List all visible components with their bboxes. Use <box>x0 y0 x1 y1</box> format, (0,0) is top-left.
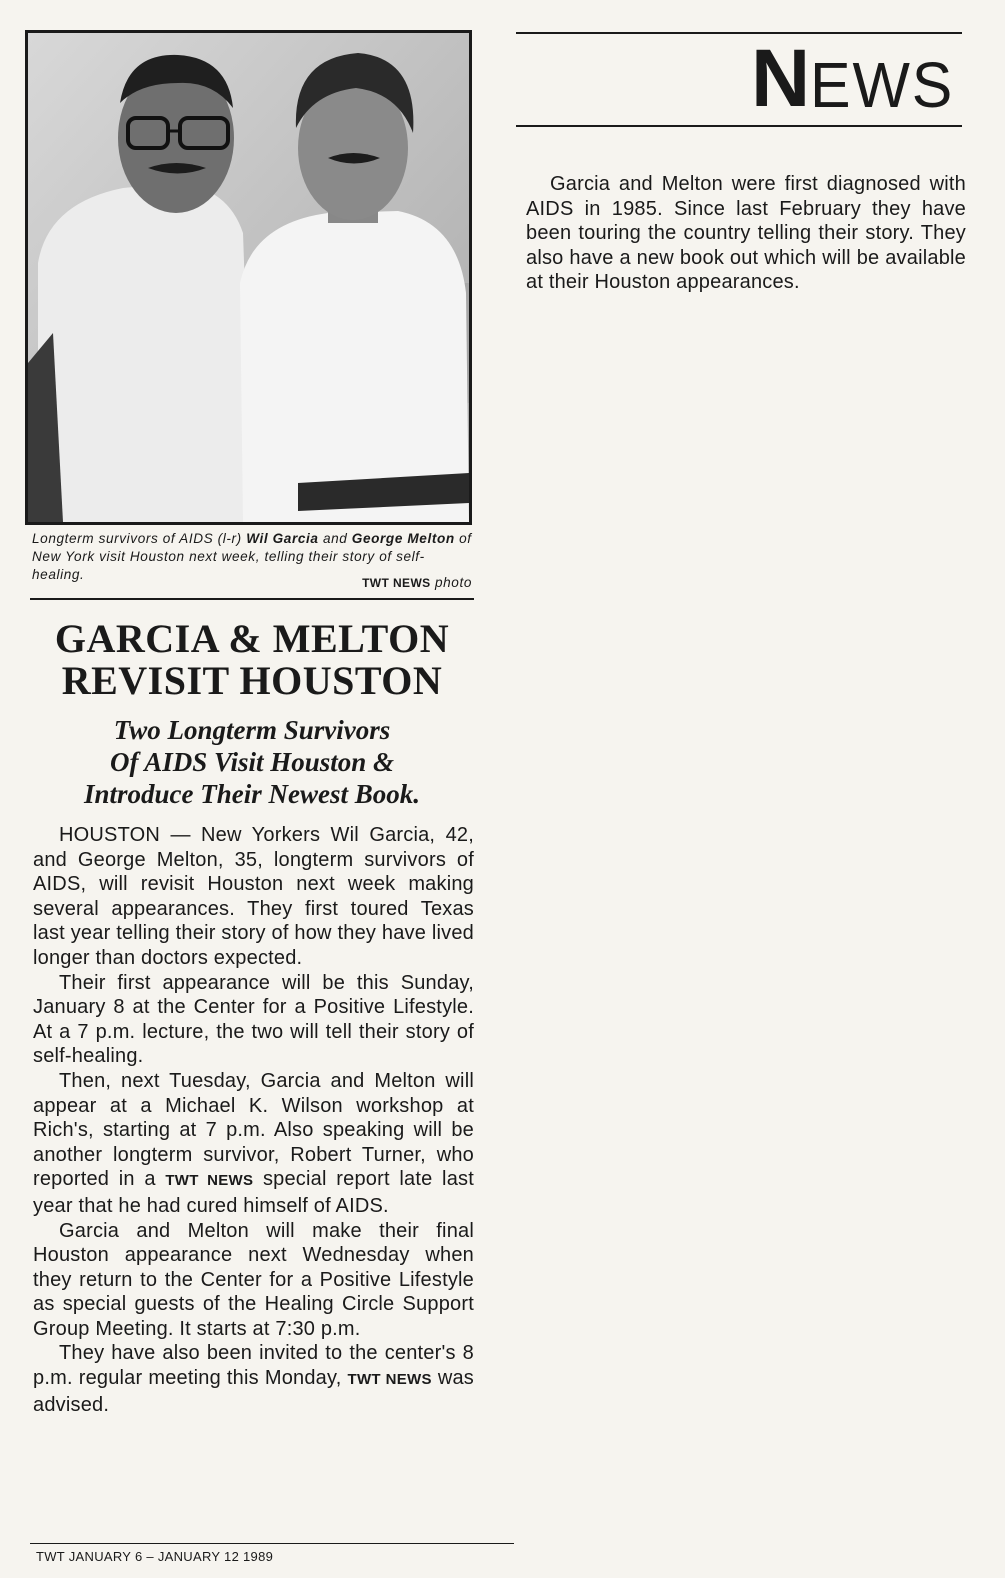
photo-credit-tag: TWT NEWS <box>362 576 431 590</box>
section-title <box>751 33 962 124</box>
paragraph-5-post: was advised. <box>33 1367 474 1416</box>
caption-text-pre: Longterm survivors of AIDS (l-r) <box>32 531 247 546</box>
headline-line-1: GARCIA & MELTON <box>54 616 450 661</box>
section-title-initial: N <box>751 33 809 124</box>
article-continuation <box>526 172 966 295</box>
caption-text-post: of New York visit Houston next week, telling their story of self-healing. <box>32 531 472 582</box>
caption-and: and <box>318 531 352 546</box>
photo-credit-text: photo <box>430 575 472 590</box>
continuation-paragraph: Garcia and Melton were first diagnosed with AIDS in 1985. Since last February they have been touring the country telling their story. They also have a new book out which will be available at their Houston appearances. <box>526 173 966 294</box>
subhead-line-1: Two Longterm Survivors <box>113 715 391 745</box>
paragraph-2: Their first appearance will be this Sunday, January 8 at the Center for a Positive Lifestyle. At a 7 p.m. lecture, the two will tell their story of self-healing. <box>33 971 474 1068</box>
section-title-rest: EWS <box>810 49 955 121</box>
subhead-line-2: Of AIDS Visit Houston & <box>109 747 395 777</box>
headline-line-2: REVISIT HOUSTON <box>61 658 443 703</box>
paragraph-4: Garcia and Melton will make their final Houston appearance next Wednesday when they return to the Center for a Positive Lifestyle as special guests of the Healing Circle Support Group Meeting. It starts at 7:30 p.m. <box>33 1219 474 1340</box>
article-headline <box>28 618 476 702</box>
section-banner <box>516 33 962 126</box>
paragraph-5-pre: They have also been invited to the center's 8 p.m. regular meeting this Monday, <box>33 1342 474 1390</box>
caption-name-2: George Melton <box>351 531 455 546</box>
photo-image <box>28 33 469 522</box>
photo-credit <box>362 574 472 592</box>
subhead-line-3: Introduce Their Newest Book. <box>83 779 420 809</box>
paragraph-5-tag: TWT NEWS <box>347 1371 432 1389</box>
footer-rule <box>30 1543 514 1544</box>
paragraph-5 <box>33 1341 474 1417</box>
article-subhead <box>28 714 476 810</box>
paragraph-3-post: special report late last year that he had cured himself of AIDS. <box>33 1168 474 1217</box>
article-body <box>33 823 474 1417</box>
issue-date-footer: TWT JANUARY 6 – JANUARY 12 1989 <box>36 1549 274 1564</box>
paragraph-3-pre: Then, next Tuesday, Garcia and Melton will appear at a Michael K. Wilson workshop at Rich's, starting at 7 p.m. Also speaking will be another longterm survivor, Robert Turner, who reported in a <box>33 1069 474 1191</box>
caption-divider <box>30 598 474 600</box>
caption-name-1: Wil Garcia <box>246 531 319 546</box>
news-bottom-rule <box>516 125 962 127</box>
article-photo <box>25 30 472 525</box>
photo-caption <box>32 530 472 590</box>
paragraph-3 <box>33 1069 474 1219</box>
paragraph-1: HOUSTON — New Yorkers Wil Garcia, 42, and George Melton, 35, longterm survivors of AIDS, will revisit Houston next week making several appearances. They first toured Texas last year telling their story of how they have lived longer than doctors expected. <box>33 824 474 969</box>
paragraph-3-tag: TWT NEWS <box>165 1172 254 1190</box>
